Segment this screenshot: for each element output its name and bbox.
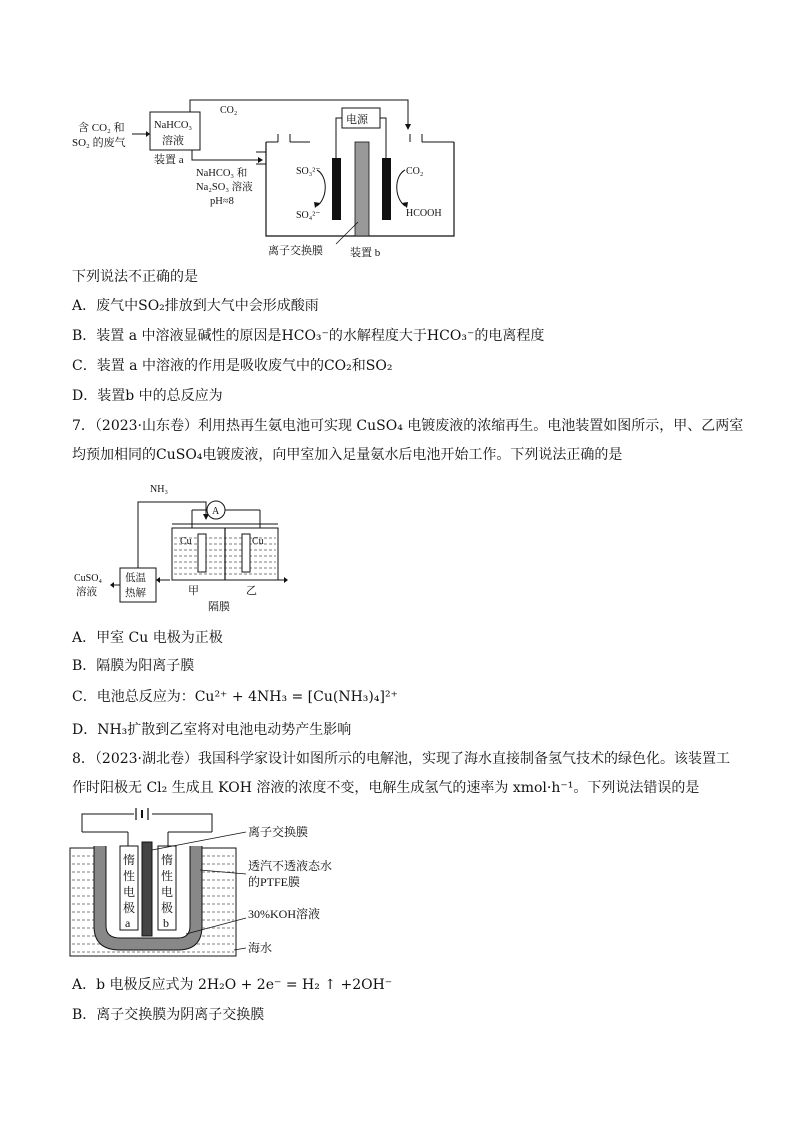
fig1-co2-label: CO₂	[220, 105, 238, 116]
fig1-hcooh: HCOOH	[406, 208, 442, 219]
fig1-so3: SO₃²⁻	[296, 166, 321, 177]
fig1-membrane-label: 离子交换膜	[268, 245, 323, 257]
fig2-cuso4-1: CuSO₄	[74, 573, 102, 584]
fig3-a-3: 电	[123, 885, 136, 899]
q8-stem-line1: 8．（2023·湖北卷）我国科学家设计如图所示的电解池，实现了海水直接制备氢气技术的绿色化。该装置工	[72, 751, 730, 767]
fig1-anode	[332, 158, 341, 220]
fig2-cu-right: Cu	[252, 536, 264, 547]
fig3-a-2: 性	[123, 869, 136, 883]
fig2-cu-electrode-left	[198, 534, 206, 572]
fig1-inlet-label-1: 含 CO₂ 和	[78, 122, 125, 134]
figure-ammonia-battery	[72, 480, 292, 616]
q8-option-a: A．b 电极反应式为 2H₂O + 2e⁻ = H₂ ↑ +2OH⁻	[72, 977, 393, 993]
fig3-b-3: 电	[161, 885, 174, 899]
figure-seawater-electrolysis	[68, 806, 368, 966]
fig3-ptfe-2: 的PTFE膜	[248, 875, 301, 889]
q6-option-b: B．装置 a 中溶液显碱性的原因是HCO₃⁻的水解程度大于HCO₃⁻的电离程度	[72, 328, 545, 344]
fig2-nh3: NH₃	[150, 484, 168, 495]
q6-option-a: A．废气中SO₂排放到大气中会形成酸雨	[72, 298, 319, 314]
fig3-a-5: a	[125, 916, 131, 930]
fig1-solution-1: NaHCO₃ 和	[196, 168, 248, 179]
q7-option-b: B．隔膜为阳离子膜	[72, 658, 195, 674]
fig2-jia: 甲	[188, 585, 199, 597]
fig1-co2-right: CO₂	[406, 166, 424, 177]
fig3-seawater: 海水	[248, 941, 273, 955]
fig3-a-1: 惰	[123, 853, 136, 867]
fig1-ph: pH≈8	[210, 196, 234, 207]
q8-stem-line2: 作时阳极无 Cl₂ 生成且 KOH 溶液的浓度不变，电解生成氢气的速率为 xmol·h⁻¹。下列说法错误的是	[72, 780, 700, 796]
fig3-ion-membrane-label: 离子交换膜	[248, 825, 309, 839]
fig1-cathode	[382, 158, 391, 220]
fig2-diaphragm-label: 隔膜	[208, 601, 230, 613]
fig1-inlet-label-2: SO₂ 的废气	[72, 137, 126, 149]
fig2-cu-left: Cu	[180, 536, 192, 547]
q7-option-d: D．NH₃扩散到乙室将对电池电动势产生影响	[72, 722, 352, 738]
fig1-solution-2: Na₂SO₃ 溶液	[196, 182, 253, 193]
fig2-cu-electrode-right	[242, 534, 250, 572]
fig3-ptfe-1: 透汽不透液态水	[248, 859, 333, 873]
fig2-yi: 乙	[246, 585, 257, 597]
q6-option-d: D．装置b 中的总反应为	[72, 388, 223, 404]
fig1-ion-membrane	[355, 142, 369, 236]
fig1-box-line2: 溶液	[162, 135, 184, 147]
fig3-b-5: b	[163, 916, 169, 930]
fig3-ion-membrane	[142, 842, 152, 936]
q7-stem-line1: 7．（2023·山东卷）利用热再生氨电池可实现 CuSO₄ 电镀废液的浓缩再生。电池装置如图所示，甲、乙两室	[72, 418, 744, 434]
fig1-device-a: 装置 a	[154, 154, 184, 166]
q8-option-b: B．离子交换膜为阴离子交换膜	[72, 1007, 265, 1023]
q7-option-c: C．电池总反应为：Cu²⁺ + 4NH₃ = [Cu(NH₃)₄]²⁺	[72, 689, 398, 705]
q6-option-c: C．装置 a 中溶液的作用是吸收废气中的CO₂和SO₂	[72, 358, 393, 374]
fig1-device-b: 装置 b	[350, 247, 381, 259]
fig3-koh: 30%KOH溶液	[248, 907, 320, 921]
q7-option-a: A．甲室 Cu 电极为正极	[72, 630, 223, 646]
fig1-power-label: 电源	[346, 114, 368, 126]
fig2-cuso4-2: 溶液	[76, 587, 97, 598]
fig1-solution-pipe	[192, 150, 260, 160]
q7-stem-line2: 均预加相同的CuSO₄电镀废液，向甲室加入足量氨水后电池开始工作。下列说法正确的是	[72, 447, 623, 463]
figure-co2-reduction-apparatus	[70, 94, 470, 262]
fig2-ammeter-label: A	[212, 506, 220, 517]
fig3-b-1: 惰	[161, 853, 174, 867]
fig3-b-2: 性	[161, 869, 174, 883]
fig1-so4: SO₄²⁻	[296, 210, 321, 221]
fig2-heat-1: 低温	[125, 573, 146, 584]
fig3-b-4: 极	[161, 901, 174, 915]
q6-stem: 下列说法不正确的是	[72, 269, 198, 285]
fig2-heat-2: 热解	[125, 588, 146, 599]
fig1-box-line1: NaHCO₃	[154, 120, 193, 131]
fig3-a-4: 极	[123, 901, 136, 915]
